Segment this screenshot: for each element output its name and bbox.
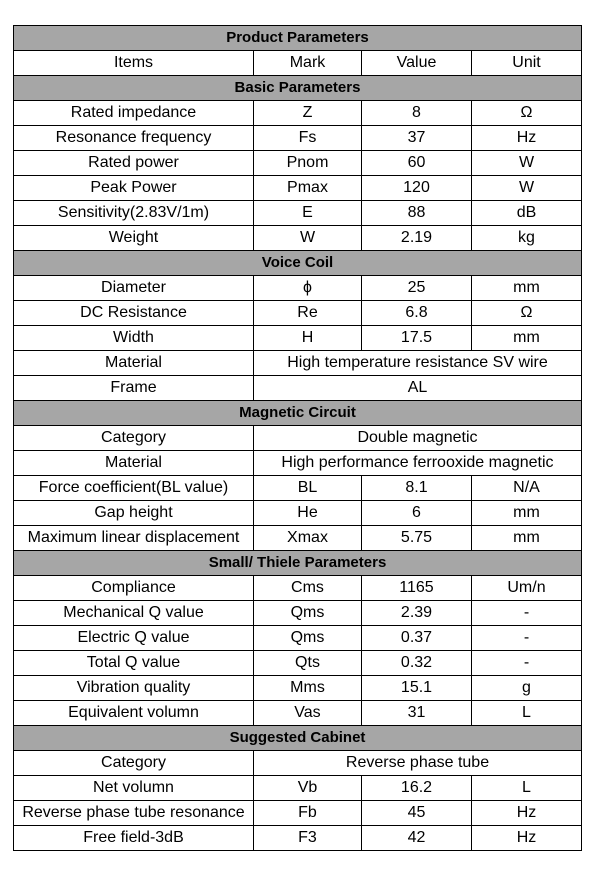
table-row <box>14 501 582 526</box>
cell-item: DC Resistance <box>14 301 254 326</box>
cell-unit: Ω <box>472 301 582 326</box>
cell-item: Width <box>14 326 254 351</box>
cell-unit: dB <box>472 201 582 226</box>
table-row <box>14 126 582 151</box>
cell-unit: L <box>472 701 582 726</box>
table-row <box>14 226 582 251</box>
cell-value: 6 <box>362 501 472 526</box>
cell-mark: Qms <box>254 626 362 651</box>
table-row <box>14 451 582 476</box>
cell-item: Equivalent volumn <box>14 701 254 726</box>
cell-item: Mechanical Q value <box>14 601 254 626</box>
cell-unit: - <box>472 601 582 626</box>
table-row <box>14 176 582 201</box>
column-header-items: Items <box>14 51 254 76</box>
cell-item: Sensitivity(2.83V/1m) <box>14 201 254 226</box>
section-title: Suggested Cabinet <box>14 726 582 751</box>
cell-unit: W <box>472 176 582 201</box>
cell-value: 16.2 <box>362 776 472 801</box>
cell-unit: W <box>472 151 582 176</box>
cell-item: Force coefficient(BL value) <box>14 476 254 501</box>
cell-mark: Fs <box>254 126 362 151</box>
cell-item: Maximum linear displacement <box>14 526 254 551</box>
table-row <box>14 326 582 351</box>
section-header-row <box>14 401 582 426</box>
cell-value: 8.1 <box>362 476 472 501</box>
section-header-row <box>14 251 582 276</box>
table-row <box>14 776 582 801</box>
cell-item: Rated impedance <box>14 101 254 126</box>
cell-value: 31 <box>362 701 472 726</box>
cell-value: 1165 <box>362 576 472 601</box>
cell-item: Material <box>14 451 254 476</box>
cell-unit: Um/n <box>472 576 582 601</box>
cell-mark: Z <box>254 101 362 126</box>
cell-item: Resonance frequency <box>14 126 254 151</box>
cell-item: Gap height <box>14 501 254 526</box>
cell-value: 45 <box>362 801 472 826</box>
table-row <box>14 426 582 451</box>
table-row <box>14 801 582 826</box>
cell-unit: mm <box>472 501 582 526</box>
section-header-row <box>14 551 582 576</box>
cell-unit: mm <box>472 326 582 351</box>
cell-mark: H <box>254 326 362 351</box>
cell-mark: He <box>254 501 362 526</box>
cell-value: 60 <box>362 151 472 176</box>
cell-unit: - <box>472 651 582 676</box>
table-row <box>14 276 582 301</box>
table-row <box>14 151 582 176</box>
cell-value: 2.39 <box>362 601 472 626</box>
cell-value: 88 <box>362 201 472 226</box>
section-title: Magnetic Circuit <box>14 401 582 426</box>
cell-spanned-value: Double magnetic <box>254 426 582 451</box>
cell-unit: Ω <box>472 101 582 126</box>
cell-mark: F3 <box>254 826 362 851</box>
cell-spanned-value: AL <box>254 376 582 401</box>
product-parameters-table <box>13 25 582 851</box>
cell-mark: Re <box>254 301 362 326</box>
column-header-mark: Mark <box>254 51 362 76</box>
section-title: Basic Parameters <box>14 76 582 101</box>
cell-value: 17.5 <box>362 326 472 351</box>
table-row <box>14 751 582 776</box>
table-row <box>14 701 582 726</box>
table-title-row <box>14 26 582 51</box>
cell-mark: E <box>254 201 362 226</box>
table-row <box>14 376 582 401</box>
section-title: Small/ Thiele Parameters <box>14 551 582 576</box>
cell-unit: - <box>472 626 582 651</box>
table-row <box>14 351 582 376</box>
cell-mark: Mms <box>254 676 362 701</box>
section-title: Voice Coil <box>14 251 582 276</box>
cell-item: Category <box>14 751 254 776</box>
cell-item: Compliance <box>14 576 254 601</box>
cell-mark: Vb <box>254 776 362 801</box>
cell-unit: kg <box>472 226 582 251</box>
cell-item: Vibration quality <box>14 676 254 701</box>
column-header-unit: Unit <box>472 51 582 76</box>
cell-unit: mm <box>472 526 582 551</box>
cell-item: Electric Q value <box>14 626 254 651</box>
cell-unit: L <box>472 776 582 801</box>
cell-item: Diameter <box>14 276 254 301</box>
cell-mark: Qts <box>254 651 362 676</box>
cell-mark: Pnom <box>254 151 362 176</box>
cell-value: 25 <box>362 276 472 301</box>
cell-mark: W <box>254 226 362 251</box>
table-row <box>14 576 582 601</box>
table-row <box>14 526 582 551</box>
cell-value: 120 <box>362 176 472 201</box>
cell-spanned-value: Reverse phase tube <box>254 751 582 776</box>
cell-unit: mm <box>472 276 582 301</box>
cell-mark: Qms <box>254 601 362 626</box>
table-row <box>14 601 582 626</box>
cell-value: 8 <box>362 101 472 126</box>
cell-item: Category <box>14 426 254 451</box>
table-row <box>14 201 582 226</box>
cell-spanned-value: High performance ferrooxide magnetic <box>254 451 582 476</box>
column-header-value: Value <box>362 51 472 76</box>
cell-value: 0.32 <box>362 651 472 676</box>
cell-mark: Xmax <box>254 526 362 551</box>
cell-unit: N/A <box>472 476 582 501</box>
table-row <box>14 101 582 126</box>
table-row <box>14 826 582 851</box>
cell-value: 2.19 <box>362 226 472 251</box>
column-header-row <box>14 51 582 76</box>
cell-item: Reverse phase tube resonance <box>14 801 254 826</box>
section-header-row <box>14 726 582 751</box>
cell-mark: ϕ <box>254 276 362 301</box>
table-body <box>14 26 582 851</box>
cell-value: 5.75 <box>362 526 472 551</box>
cell-item: Material <box>14 351 254 376</box>
cell-value: 37 <box>362 126 472 151</box>
cell-value: 6.8 <box>362 301 472 326</box>
table-row <box>14 676 582 701</box>
cell-unit: Hz <box>472 126 582 151</box>
cell-item: Rated power <box>14 151 254 176</box>
cell-value: 0.37 <box>362 626 472 651</box>
cell-item: Peak Power <box>14 176 254 201</box>
table-row <box>14 301 582 326</box>
cell-item: Frame <box>14 376 254 401</box>
table-row <box>14 626 582 651</box>
section-header-row <box>14 76 582 101</box>
cell-mark: Vas <box>254 701 362 726</box>
cell-mark: Cms <box>254 576 362 601</box>
cell-value: 42 <box>362 826 472 851</box>
cell-unit: Hz <box>472 826 582 851</box>
table-row <box>14 651 582 676</box>
cell-unit: g <box>472 676 582 701</box>
cell-item: Total Q value <box>14 651 254 676</box>
cell-mark: Fb <box>254 801 362 826</box>
cell-spanned-value: High temperature resistance SV wire <box>254 351 582 376</box>
cell-item: Free field-3dB <box>14 826 254 851</box>
cell-item: Weight <box>14 226 254 251</box>
cell-value: 15.1 <box>362 676 472 701</box>
table-row <box>14 476 582 501</box>
cell-mark: BL <box>254 476 362 501</box>
cell-mark: Pmax <box>254 176 362 201</box>
cell-item: Net volumn <box>14 776 254 801</box>
table-title: Product Parameters <box>14 26 582 51</box>
cell-unit: Hz <box>472 801 582 826</box>
